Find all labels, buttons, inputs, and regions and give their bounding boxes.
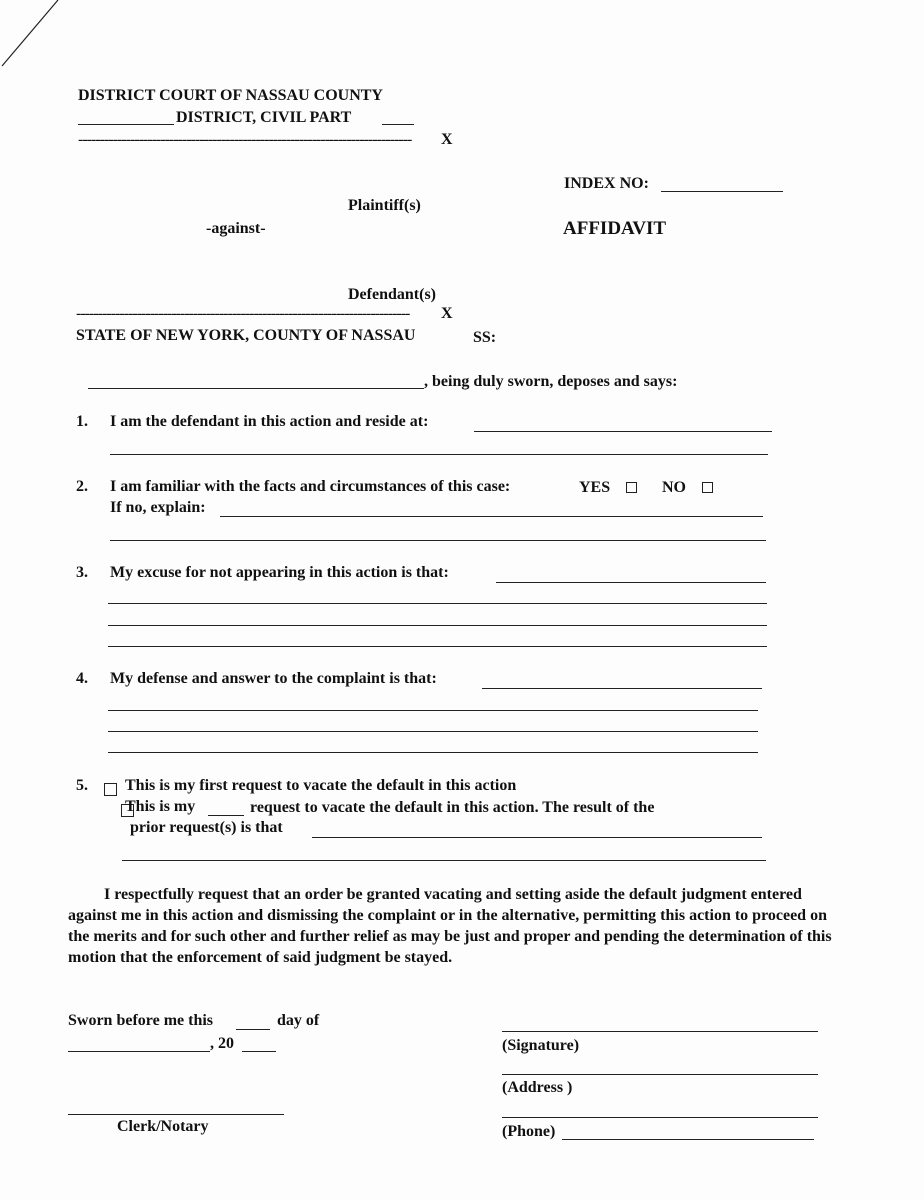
address-label: (Address ): [502, 1079, 573, 1096]
day-blank[interactable]: [236, 1029, 270, 1030]
item-1-number: 1.: [76, 413, 88, 430]
against-label: -against-: [206, 220, 266, 237]
item-2-number: 2.: [76, 478, 88, 495]
address-line[interactable]: [502, 1074, 818, 1075]
signature-label: (Signature): [502, 1037, 580, 1054]
first-request-text: This is my first request to vacate the default in this action: [125, 777, 517, 794]
prior-result-blank-2[interactable]: [122, 860, 766, 861]
sworn-statement: , being duly sworn, deposes and says:: [424, 373, 678, 390]
yes-label: YES: [579, 479, 611, 496]
year-label: , 20: [210, 1035, 234, 1052]
no-label: NO: [662, 479, 686, 496]
clerk-signature-line[interactable]: [68, 1114, 284, 1115]
excuse-blank-2[interactable]: [108, 603, 767, 604]
explain-blank-2[interactable]: [110, 540, 766, 541]
item-1-text: I am the defendant in this action and reside at:: [110, 413, 429, 430]
caption-bottom-x: X: [441, 305, 453, 322]
document-type: AFFIDAVIT: [563, 218, 667, 239]
no-option[interactable]: [662, 480, 713, 496]
court-title: DISTRICT COURT OF NASSAU COUNTY: [78, 87, 383, 104]
phone-label: (Phone): [502, 1123, 556, 1140]
item-4-number: 4.: [76, 670, 88, 687]
request-count-blank[interactable]: [208, 815, 244, 816]
residence-blank[interactable]: [474, 431, 772, 432]
caption-bottom-rule: -----------------------------------------------------------------------------: [76, 305, 410, 322]
index-no-blank[interactable]: [661, 191, 783, 192]
if-no-label: If no, explain:: [110, 499, 206, 516]
defendant-label: Defendant(s): [348, 286, 436, 303]
month-blank[interactable]: [68, 1051, 210, 1052]
plaintiff-label: Plaintiff(s): [348, 197, 421, 214]
first-request-checkbox[interactable]: [104, 783, 117, 796]
index-no-label: INDEX NO:: [564, 175, 649, 192]
prior-request-label: prior request(s) is that: [130, 819, 283, 836]
item-4-text: My defense and answer to the complaint is that:: [110, 670, 437, 687]
yes-checkbox[interactable]: [626, 482, 637, 493]
district-label: DISTRICT, CIVIL PART: [176, 109, 352, 126]
subsequent-request-text-a: This is my: [125, 798, 196, 815]
defense-blank-4[interactable]: [108, 752, 758, 753]
phone-blank[interactable]: [562, 1139, 814, 1140]
deponent-name-blank[interactable]: [88, 388, 424, 389]
excuse-blank-4[interactable]: [108, 646, 767, 647]
venue-ss: SS:: [473, 329, 497, 346]
item-5-number: 5.: [76, 777, 88, 794]
caption-top-rule: -----------------------------------------------------------------------------: [78, 131, 412, 148]
item-3-text: My excuse for not appearing in this action is that:: [110, 564, 449, 581]
prior-result-blank[interactable]: [312, 837, 762, 838]
explain-blank[interactable]: [220, 516, 763, 517]
item-2-text: I am familiar with the facts and circumstances of this case:: [110, 478, 511, 495]
venue-state: STATE OF NEW YORK, COUNTY OF NASSAU: [76, 327, 416, 344]
caption-top-x: X: [441, 131, 453, 148]
day-of-label: day of: [277, 1012, 320, 1029]
district-blank[interactable]: [78, 124, 174, 125]
item-3-number: 3.: [76, 564, 88, 581]
clerk-notary-label: Clerk/Notary: [117, 1118, 209, 1135]
residence-blank-2[interactable]: [110, 454, 768, 455]
signature-line[interactable]: [502, 1031, 818, 1032]
excuse-blank-3[interactable]: [108, 625, 767, 626]
sworn-before-label: Sworn before me this: [68, 1012, 214, 1029]
year-blank[interactable]: [242, 1051, 276, 1052]
request-paragraph: I respectfully request that an order be granted vacating and setting aside the default judgment entered against me in this action and dismissing the complaint or in the alternative, permitting this action to proceed on the merits and for such other and further relief as may be just and proper and pending the determination of this motion that the enforcement of said judgment be stayed.: [68, 886, 832, 966]
no-checkbox[interactable]: [702, 482, 713, 493]
address-line-2[interactable]: [502, 1117, 818, 1118]
defense-blank[interactable]: [482, 688, 762, 689]
defense-blank-2[interactable]: [108, 710, 758, 711]
yes-option[interactable]: [579, 480, 637, 496]
excuse-blank[interactable]: [496, 582, 766, 583]
pen-mark: [0, 0, 60, 70]
part-blank[interactable]: [382, 124, 414, 125]
defense-blank-3[interactable]: [108, 731, 758, 732]
subsequent-request-text-b: request to vacate the default in this action. The result of the: [250, 799, 655, 816]
